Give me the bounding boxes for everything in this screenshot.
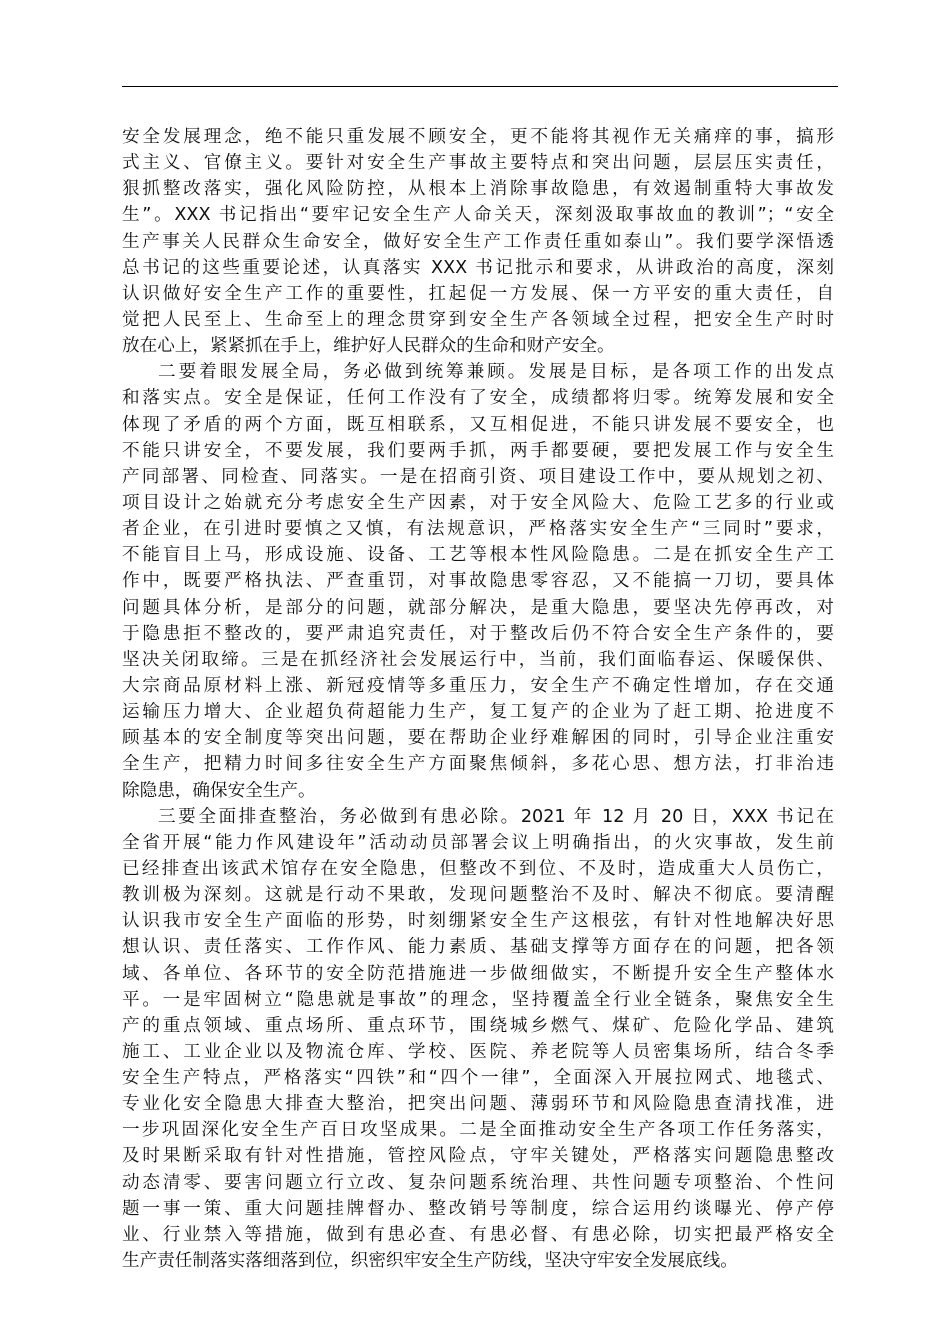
paragraph-1: [122, 124, 834, 359]
text-line: 动态清零、要害问题立行立改、复杂问题系统治理、共性问题专项整治、个性问: [122, 1172, 834, 1193]
text-line: 生产事关人民群众生命安全，做好安全生产工作责任重如泰山”。我们要学深悟透: [122, 231, 834, 252]
text-line: 不能只讲安全，不要发展，我们要两手抓，两手都要硬，要把发展工作与安全生: [122, 440, 834, 461]
text-line: 题一事一策、重大问题挂牌督办、整改销号等制度，综合运用约谈曝光、停产停: [122, 1198, 834, 1219]
text-line: 产同部署、同检查、同落实。一是在招商引资、项目建设工作中，要从规划之初、: [122, 466, 834, 487]
text-line: 认识我市安全生产面临的形势，时刻绷紧安全生产这根弦，有针对性地解决好思: [122, 911, 834, 932]
text-line: 及时果断采取有针对性措施，管控风险点，守牢关键处，严格落实问题隐患整改: [122, 1146, 834, 1167]
text-line: 和落实点。安全是保证，任何工作没有了安全，成绩都将归零。统筹发展和安全: [122, 388, 834, 409]
document-body: [122, 124, 834, 1274]
text-line: 狠抓整改落实，强化风险防控，从根本上消除事故隐患，有效遏制重特大事故发: [122, 179, 834, 200]
text-line: 专业化安全隐患大排查大整治，把突出问题、薄弱环节和风险隐患查清找准，进: [122, 1094, 834, 1115]
text-line: 顾基本的安全制度等突出问题，要在帮助企业纾难解困的同时，引导企业注重安: [122, 728, 834, 749]
text-line: 域、各单位、各环节的安全防范措施进一步做细做实，不断提升安全生产整体水: [122, 963, 834, 984]
text-line: 体现了矛盾的两个方面，既互相联系，又互相促进，不能只讲发展不要安全，也: [122, 414, 834, 435]
text-line: 施工、工业企业以及物流仓库、学校、医院、养老院等人员密集场所，结合冬季: [122, 1041, 834, 1062]
text-line: 问题具体分析，是部分的问题，就部分解决，是重大隐患，要坚决先停再改，对: [122, 597, 834, 618]
text-line: 式主义、官僚主义。要针对安全生产事故主要特点和突出问题，层层压实责任，: [122, 153, 834, 174]
text-line: 平。一是牢固树立“隐患就是事故”的理念，坚持覆盖全行业全链条，聚焦安全生: [122, 989, 834, 1010]
text-line: 安全发展理念，绝不能只重发展不顾安全，更不能将其视作无关痛痒的事，搞形: [122, 127, 834, 147]
text-line: 项目设计之始就充分考虑安全生产因素，对于安全风险大、危险工艺多的行业或: [122, 492, 834, 513]
text-line: 全生产，把精力时间多往安全生产方面聚焦倾斜，多花心思、想方法，打非治违: [122, 754, 834, 775]
paragraph-2: [122, 359, 834, 803]
text-line: 生”。XXX 书记指出“要牢记安全生产人命关天，深刻汲取事故血的教训”；“安全: [122, 205, 834, 226]
text-line: 觉把人民至上、生命至上的理念贯穿到安全生产各领域全过程，把安全生产时时: [122, 309, 834, 330]
text-line: 一步巩固深化安全生产百日攻坚成果。二是全面推动安全生产各项工作任务落实，: [122, 1120, 834, 1141]
paragraph-3: [122, 804, 834, 1275]
text-line: 坚决关闭取缔。三是在抓经济社会发展运行中，当前，我们面临春运、保暖保供、: [122, 649, 834, 670]
text-line: 不能盲目上马，形成设施、设备、工艺等根本性风险隐患。二是在抓安全生产工: [122, 545, 834, 566]
text-line: 教训极为深刻。这就是行动不果敢，发现问题整治不及时、解决不彻底。要清醒: [122, 885, 834, 906]
text-line: 放在心上，紧紧抓在手上，维护好人民群众的生命和财产安全。: [122, 336, 615, 357]
text-line: 运输压力增大、企业超负荷超能力生产，复工复产的企业为了赶工期、抢进度不: [122, 702, 834, 723]
text-line: 业、行业禁入等措施，做到有患必查、有患必督、有患必除，切实把最严格安全: [122, 1224, 834, 1245]
text-line: 总书记的这些重要论述，认真落实 XXX 书记批示和要求，从讲政治的高度，深刻: [122, 257, 834, 278]
text-line: 安全生产特点，严格落实“四铁”和“四个一律”，全面深入开展拉网式、地毯式、: [122, 1068, 834, 1089]
text-line: 除隐患，确保安全生产。: [122, 780, 316, 801]
text-line: 想认识、责任落实、工作作风、能力素质、基础支撑等方面存在的问题，把各领: [122, 937, 834, 958]
text-line: 大宗商品原材料上涨、新冠疫情等多重压力，安全生产不确定性增加，存在交通: [122, 675, 834, 696]
text-line: 者企业，在引进时要慎之又慎，有法规意识，严格落实安全生产“三同时”要求，: [122, 519, 834, 540]
text-line: 三要全面排查整治，务必做到有患必除。2021 年 12 月 20 日，XXX 书记在: [158, 806, 834, 827]
text-line: 认识做好安全生产工作的重要性，扛起促一方发展、保一方平安的重大责任，自: [122, 283, 834, 304]
header-rule: [122, 86, 838, 87]
text-line: 于隐患拒不整改的，要严肃追究责任，对于整改后仍不符合安全生产条件的，要: [122, 623, 834, 644]
text-line: 二要着眼发展全局，务必做到统筹兼顾。发展是目标，是各项工作的出发点: [158, 362, 834, 383]
text-line: 产的重点领域、重点场所、重点环节，围绕城乡燃气、煤矿、危险化学品、建筑: [122, 1015, 834, 1036]
text-line: 作中，既要严格执法、严查重罚，对事故隐患零容忍，又不能搞一刀切，要具体: [122, 571, 834, 592]
text-line: 全省开展“能力作风建设年”活动动员部署会议上明确指出，的火灾事故，发生前: [122, 832, 834, 853]
text-line: 已经排查出该武术馆存在安全隐患，但整改不到位、不及时，造成重大人员伤亡，: [122, 858, 834, 879]
text-line: 生产责任制落实落细落到位，织密织牢安全生产防线，坚决守牢安全发展底线。: [122, 1251, 738, 1272]
